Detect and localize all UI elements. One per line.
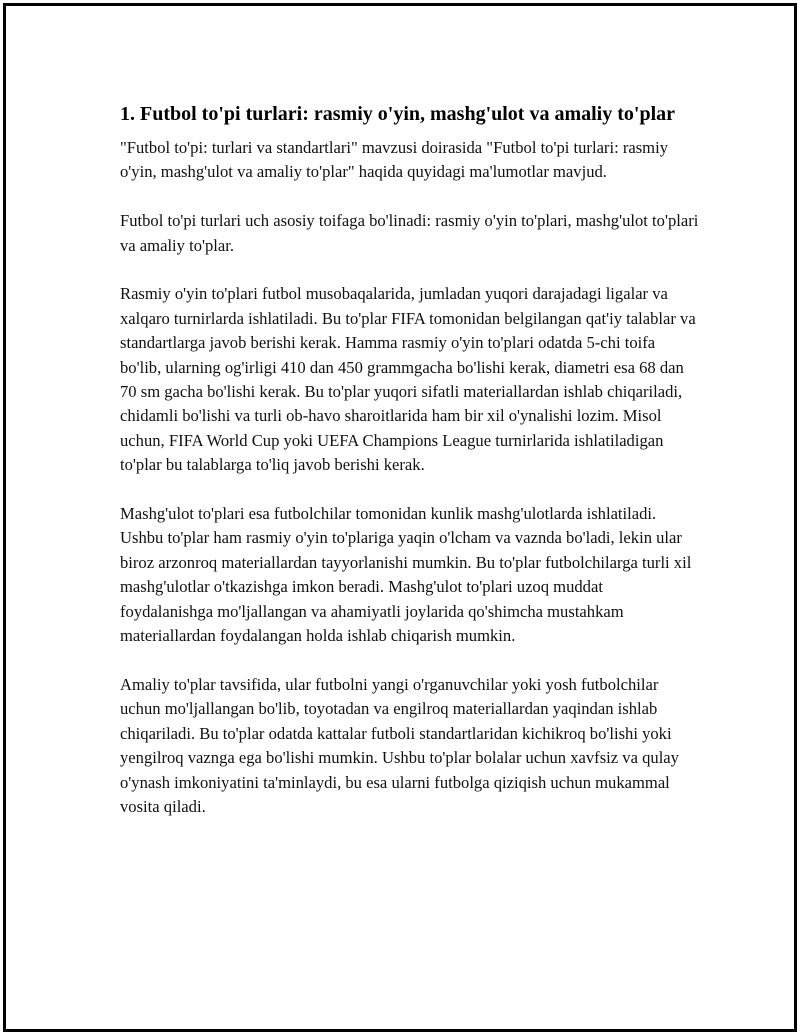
paragraph-training-balls: Mashg'ulot to'plari esa futbolchilar tomonidan kunlik mashg'ulotlarda ishlatiladi. Ushbu to'plar ham rasmiy o'yin to'plariga yaqin o'lcham va vaznda bo'ladi, lekin ular biroz arzonroq materiallardan tayyorlanishi mumkin. Bu to'plar futbolchilarga turli xil mashg'ulotlar o'tkazishga imkon beradi. Mashg'ulot to'plari uzoq muddat foydalanishga mo'ljallangan va ahamiyatli joylarida qo'shimcha mustahkam materiallardan foydalangan holda ishlab chiqarish mumkin. (120, 504, 692, 646)
paragraph-categories: Futbol to'pi turlari uch asosiy toifaga bo'linadi: rasmiy o'yin to'plari, mashg'ulot to'plari va amaliy to'plar. (120, 211, 699, 255)
section-heading: 1. Futbol to'pi turlari: rasmiy o'yin, mashg'ulot va amaliy to'plar (120, 103, 676, 125)
page-frame (3, 3, 797, 1032)
paragraph-practice-balls: Amaliy to'plar tavsifida, ular futbolni yangi o'rganuvchilar yoki yosh futbolchilar uchun mo'ljallangan bo'lib, toyotadan va engilroq materiallardan yaqindan ishlab chiqariladi. Bu to'plar odatda kattalar futboli standartlaridan kichikroq bo'lishi yoki yengilroq vaznga ega bo'lishi mumkin. Ushbu to'plar bolalar uchun xavfsiz va qulay o'ynash imkoniyatini ta'minlaydi, bu esa ularni futbolga qiziqish uchun mukammal vosita qiladi. (120, 674, 679, 816)
document-body (120, 100, 700, 844)
paragraph-intro: "Futbol to'pi: turlari va standartlari" mavzusi doirasida "Futbol to'pi turlari: rasmiy o'yin, mashg'ulot va amaliy to'plar" haqida quyidagi ma'lumotlar mavjud. (120, 138, 668, 182)
paragraph-official-balls: Rasmiy o'yin to'plari futbol musobaqalarida, jumladan yuqori darajadagi ligalar va xalqaro turnirlarda ishlatiladi. Bu to'plar FIFA tomonidan belgilangan qat'iy talablar va standartlarga javob berishi kerak. Hamma rasmiy o'yin to'plari odatda 5-chi toifa bo'lib, ularning og'irligi 410 dan 450 grammgacha bo'lishi kerak, diametri esa 68 dan 70 sm gacha bo'lishi kerak. Bu to'plar yuqori sifatli materiallardan ishlab chiqariladi, chidamli bo'lishi va turli ob-havo sharoitlarida ham bir xil o'ynalishi lozim. Misol uchun, FIFA World Cup yoki UEFA Champions League turnirlarida ishlatiladigan to'plar bu talablarga to'liq javob berishi kerak. (120, 284, 696, 475)
